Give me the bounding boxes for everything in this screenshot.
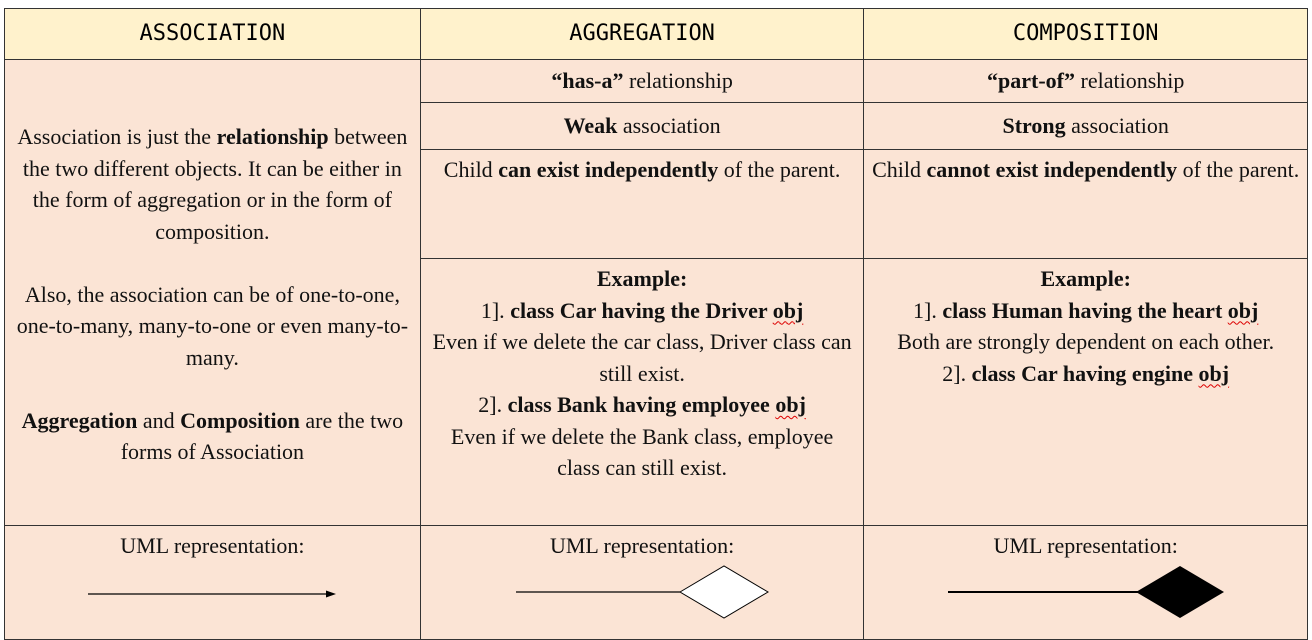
- text: Association is just the: [17, 124, 217, 150]
- example-1-description: Even if we delete the car class, Driver class can still exist.: [432, 329, 852, 386]
- bold-text: relationship: [216, 124, 329, 150]
- uml-label: UML representation:: [993, 533, 1178, 558]
- header-composition: COMPOSITION: [864, 9, 1308, 60]
- composition-relationship: [864, 60, 1308, 103]
- text: Child: [443, 157, 499, 182]
- text: 2].: [942, 360, 972, 386]
- misspelled-word: obj: [1198, 360, 1230, 386]
- bold-text: class Car having engine: [971, 360, 1199, 386]
- filled-diamond-icon: [944, 564, 1228, 620]
- bold-text: Strong: [1002, 113, 1066, 139]
- text: 1].: [480, 297, 511, 323]
- association-description: [5, 60, 421, 526]
- misspelled-word: obj: [1227, 297, 1259, 323]
- bold-text: Composition: [180, 407, 300, 433]
- example-title: Example:: [596, 266, 688, 291]
- association-forms: [11, 405, 414, 468]
- text: association: [1065, 113, 1169, 139]
- bold-text: “has-a”: [551, 68, 624, 94]
- example-2: [870, 358, 1301, 390]
- text: are the two forms of Association: [120, 407, 404, 465]
- bold-text: Weak: [563, 113, 618, 139]
- composition-strength: [864, 103, 1308, 150]
- composition-child: [864, 150, 1308, 259]
- example-1: [427, 295, 858, 327]
- bold-text: class Car having the Driver: [510, 297, 773, 323]
- association-cardinality: Also, the association can be of one-to-one, one-to-many, many-to-one or even many-to-many.: [16, 281, 409, 370]
- header-association: ASSOCIATION: [5, 9, 421, 60]
- example-1-description: Both are strongly dependent on each other.: [897, 329, 1275, 354]
- text: of the parent.: [718, 157, 841, 182]
- misspelled-word: obj: [772, 297, 804, 323]
- text: association: [617, 113, 721, 139]
- bold-text: class Bank having employee: [507, 392, 776, 417]
- composition-uml: [864, 526, 1308, 640]
- example-2: [427, 389, 858, 421]
- text: 2].: [478, 392, 508, 417]
- misspelled-word: obj: [775, 392, 806, 417]
- aggregation-relationship: [420, 60, 864, 103]
- header-aggregation: AGGREGATION: [420, 9, 864, 60]
- uml-label: UML representation:: [549, 533, 735, 558]
- text: relationship: [1075, 68, 1185, 94]
- bold-text: “part-of”: [987, 68, 1075, 94]
- text: relationship: [623, 68, 733, 94]
- association-arrow-icon: [82, 572, 342, 612]
- comparison-table: [4, 8, 1308, 640]
- aggregation-example: [420, 259, 864, 526]
- hollow-diamond-icon: [512, 564, 772, 620]
- text: Child: [872, 157, 927, 182]
- uml-label: UML representation:: [120, 533, 305, 558]
- association-definition: [11, 121, 414, 247]
- example-2-description: Even if we delete the Bank class, employee class can still exist.: [450, 423, 834, 480]
- aggregation-strength: [420, 103, 864, 150]
- bold-text: can exist independently: [498, 157, 719, 182]
- bold-text: Aggregation: [21, 407, 138, 433]
- text: of the parent.: [1177, 157, 1300, 182]
- text: 1].: [913, 297, 943, 323]
- association-uml: [5, 526, 421, 640]
- bold-text: cannot exist independently: [926, 157, 1178, 182]
- aggregation-child: [420, 150, 864, 259]
- text: between the two different objects. It can be either in the form of aggregation or in the form of composition.: [22, 124, 408, 244]
- example-title: Example:: [1040, 266, 1131, 291]
- composition-example: [864, 259, 1308, 526]
- aggregation-uml: [420, 526, 864, 640]
- text: and: [137, 407, 181, 433]
- bold-text: class Human having the heart: [942, 297, 1228, 323]
- example-1: [870, 295, 1301, 327]
